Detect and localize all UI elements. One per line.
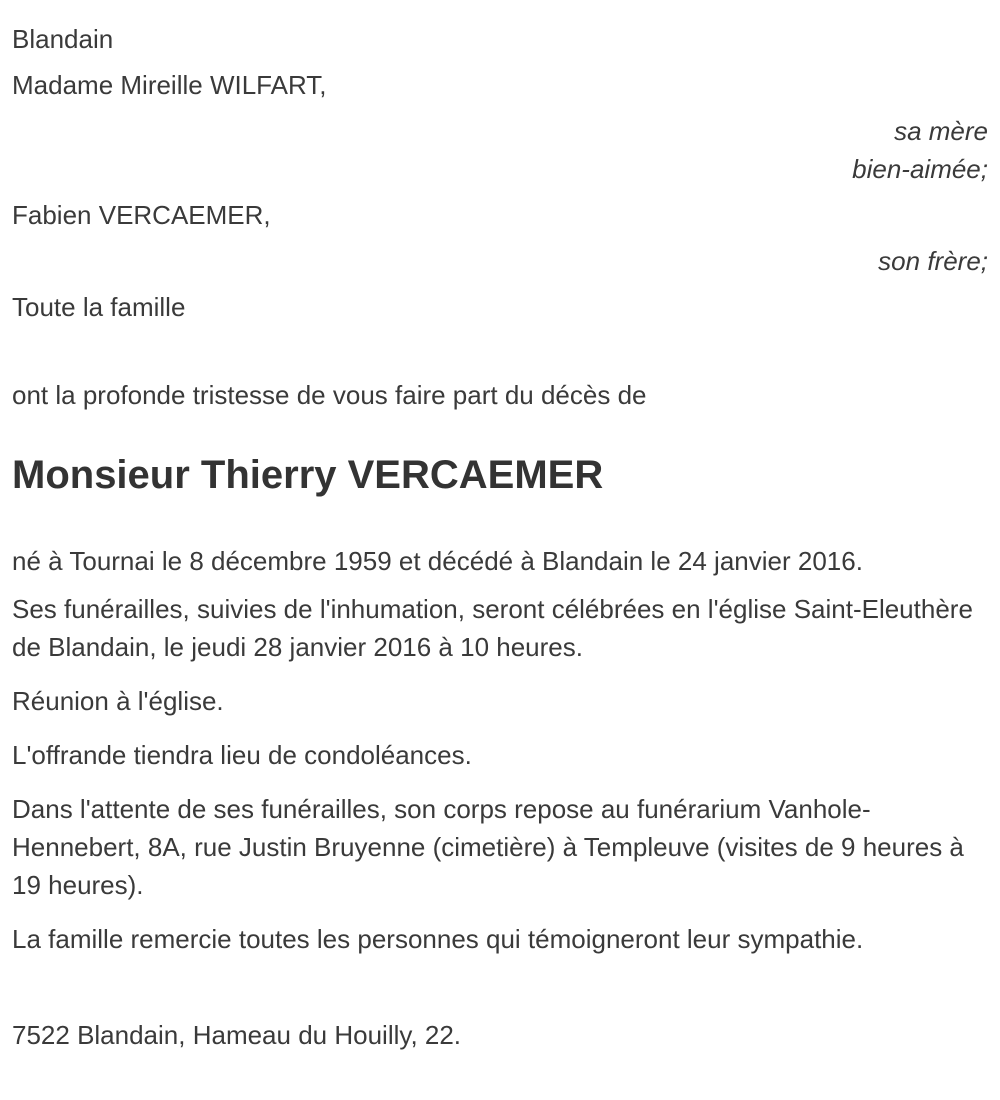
paragraph-funerarium: Dans l'attente de ses funérailles, son corps repose au funérarium Vanhole-Hennebert, 8A, rue Justin Bruyenne (cimetière) à Templeuve (visites de 9 heures à 19 heures). — [12, 794, 964, 900]
mourner-name: Madame Mireille WILFART, — [12, 70, 327, 100]
mourner-relation: son frère; — [878, 246, 988, 276]
address-line: 7522 Blandain, Hameau du Houilly, 22. — [12, 1020, 462, 1050]
mourner-block — [12, 288, 988, 326]
mourner-block — [12, 196, 988, 280]
place: Blandain — [12, 24, 114, 54]
paragraph-meeting: Réunion à l'église. — [12, 686, 224, 716]
paragraph-thanks: La famille remercie toutes les personnes qui témoigneront leur sympathie. — [12, 924, 864, 954]
mourner-relation: sa mère — [894, 116, 988, 146]
mourner-relation: bien-aimée; — [852, 154, 988, 184]
mourner-name: Toute la famille — [12, 292, 186, 322]
mourner-block — [12, 66, 988, 188]
paragraph-funeral: Ses funérailles, suivies de l'inhumation, seront célébrées en l'église Saint-Eleuthère de Blandain, le jeudi 28 janvier 2016 à 10 heures. — [12, 594, 973, 662]
paragraph-offering: L'offrande tiendra lieu de condoléances. — [12, 740, 472, 770]
deceased-name-heading: Monsieur Thierry VERCAEMER — [12, 453, 604, 497]
announcement-line: ont la profonde tristesse de vous faire part du décès de — [12, 380, 647, 410]
paragraph-birth-death: né à Tournai le 8 décembre 1959 et décédé à Blandain le 24 janvier 2016. — [12, 546, 863, 576]
mourner-name: Fabien VERCAEMER, — [12, 200, 271, 230]
